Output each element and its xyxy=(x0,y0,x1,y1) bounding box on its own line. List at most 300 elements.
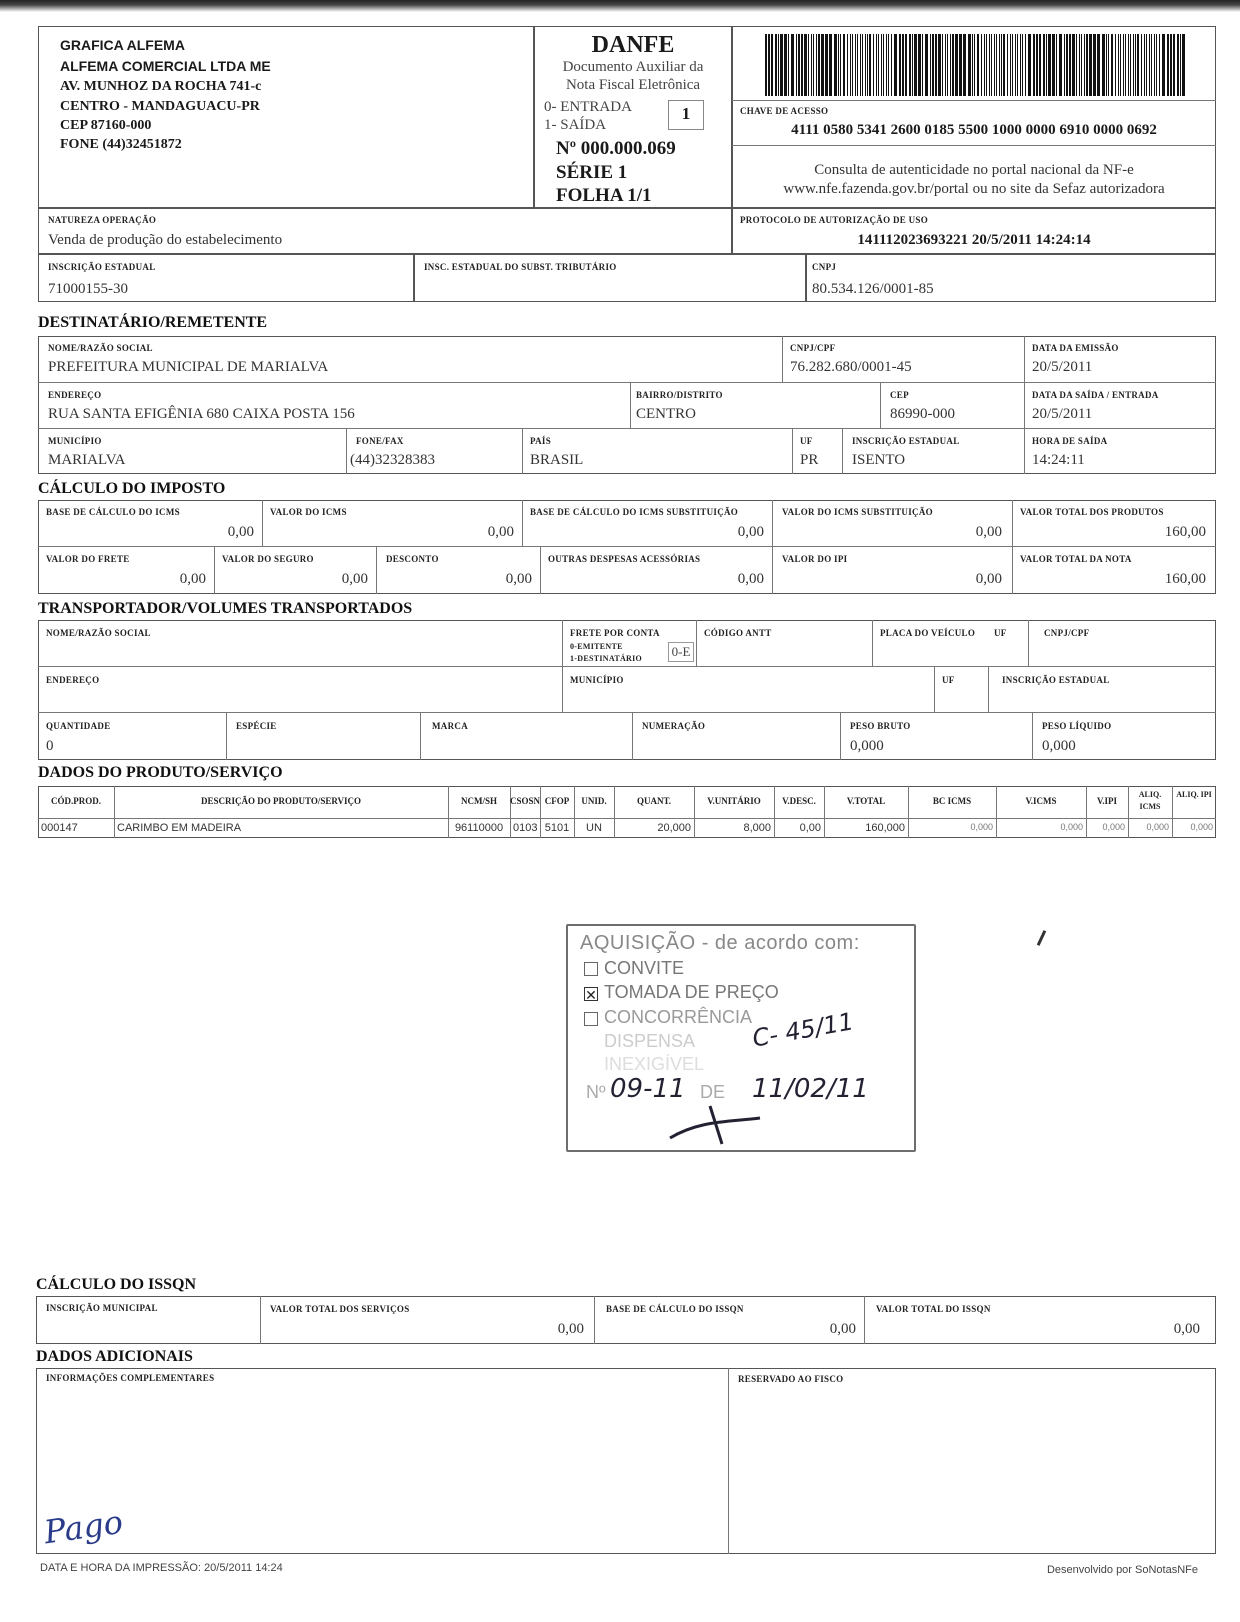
stamp-no-value: 09-11 xyxy=(610,1074,686,1104)
danfe-entrada: 0- ENTRADA xyxy=(544,99,632,115)
barcode-bar xyxy=(1043,34,1045,96)
barcode-bar xyxy=(1086,34,1088,96)
dest-col-line xyxy=(630,382,631,428)
barcode-bar xyxy=(765,34,767,96)
barcode-bar xyxy=(843,34,845,96)
danfe-numero: Nº 000.000.069 xyxy=(556,138,676,159)
transp-col-line xyxy=(988,666,989,712)
barcode xyxy=(765,34,1185,96)
barcode-bar xyxy=(1170,34,1172,96)
barcode-bar xyxy=(984,34,985,96)
barcode-bar xyxy=(1046,34,1047,96)
barcode-bar xyxy=(1072,34,1075,96)
stamp-opt-concorrencia: CONCORRÊNCIA xyxy=(604,1007,753,1027)
v-prod: 160,00 xyxy=(1164,524,1206,540)
cnpj-value: 80.534.126/0001-85 xyxy=(812,281,934,297)
barcode-bar xyxy=(1069,34,1071,96)
transp-col-line xyxy=(1028,620,1029,666)
bc-st-label: BASE DE CÁLCULO DO ICMS SUBSTITUIÇÃO xyxy=(530,507,739,517)
seguro: 0,00 xyxy=(341,571,368,587)
transp-row-line xyxy=(38,712,1216,713)
produtos-cell: 0,00 xyxy=(799,822,821,834)
barcode-bar xyxy=(867,34,868,96)
barcode-bar xyxy=(1012,34,1013,96)
barcode-bar xyxy=(909,34,911,96)
barcode-bar xyxy=(1064,34,1065,96)
dest-cep: 86990-000 xyxy=(890,406,955,422)
barcode-bar xyxy=(996,34,997,96)
danfe-saida: 1- SAÍDA xyxy=(544,117,607,133)
produtos-section-title: DADOS DO PRODUTO/SERVIÇO xyxy=(38,764,283,781)
barcode-bar xyxy=(873,34,874,96)
barcode-bar xyxy=(1177,34,1179,96)
barcode-bar xyxy=(918,34,921,96)
handwritten-pago: Pago xyxy=(41,1502,126,1552)
barcode-bar xyxy=(1154,34,1155,96)
barcode-bar xyxy=(886,34,887,96)
barcode-bar xyxy=(912,34,913,96)
issqn-section-title: CÁLCULO DO ISSQN xyxy=(36,1276,197,1293)
produtos-cell: 5101 xyxy=(544,822,570,834)
transp-peso-b-label: PESO BRUTO xyxy=(850,721,911,731)
impressao-datetime: DATA E HORA DA IMPRESSÃO: 20/5/2011 14:24 xyxy=(40,1562,283,1574)
barcode-bar xyxy=(952,34,954,96)
developer-credit: Desenvolvido por SoNotasNFe xyxy=(1046,1564,1198,1576)
barcode-bar xyxy=(808,34,809,96)
issqn-total-label: VALOR TOTAL DO ISSQN xyxy=(876,1304,991,1314)
consulta-line1: Consulta de autenticidade no portal nacional da NF-e xyxy=(814,162,1134,178)
produtos-header-cell: ALIQ. ICMS xyxy=(1138,790,1162,811)
transp-col-line xyxy=(934,666,935,712)
dest-hora: 14:24:11 xyxy=(1032,452,1085,468)
v-prod-label: VALOR TOTAL DOS PRODUTOS xyxy=(1020,507,1164,517)
dest-fone: (44)32328383 xyxy=(350,452,435,468)
barcode-bar xyxy=(852,34,853,96)
barcode-bar xyxy=(1084,34,1085,96)
barcode-bar xyxy=(1093,34,1096,96)
transp-col-line xyxy=(226,712,227,760)
produtos-col-line xyxy=(774,786,775,838)
produtos-header-cell: V.TOTAL xyxy=(846,796,886,806)
barcode-bar xyxy=(1106,34,1107,96)
nota-label: VALOR TOTAL DA NOTA xyxy=(1020,554,1132,564)
dest-mun: MARIALVA xyxy=(48,452,126,468)
barcode-bar xyxy=(972,34,973,96)
danfe-serie: SÉRIE 1 xyxy=(556,162,628,183)
transp-uf-label: UF xyxy=(994,628,1007,638)
barcode-bar xyxy=(1052,34,1055,96)
transp-col-line xyxy=(840,712,841,760)
issqn-bc-label: BASE DE CÁLCULO DO ISSQN xyxy=(606,1304,744,1314)
stamp-opt-tomada: TOMADA DE PREÇO xyxy=(604,982,779,1002)
transp-especie-label: ESPÉCIE xyxy=(236,721,277,731)
produtos-header-cell: NCM/SH xyxy=(461,796,497,806)
barcode-bar xyxy=(818,34,820,96)
bc-icms: 0,00 xyxy=(227,524,254,540)
barcode-bar xyxy=(968,34,971,96)
barcode-bar xyxy=(768,34,770,96)
barcode-bar xyxy=(1141,34,1142,96)
dest-col-line xyxy=(346,428,347,474)
v-st: 0,00 xyxy=(975,524,1002,540)
produtos-cell: 000147 xyxy=(41,822,78,834)
barcode-bar xyxy=(947,34,948,96)
barcode-bar xyxy=(1007,34,1008,96)
barcode-bar xyxy=(1111,34,1113,96)
issqn-serv: 0,00 xyxy=(557,1321,584,1337)
dest-fone-label: FONE/FAX xyxy=(356,436,404,446)
barcode-bar xyxy=(914,34,917,96)
issqn-serv-label: VALOR TOTAL DOS SERVIÇOS xyxy=(270,1304,410,1314)
barcode-bar xyxy=(834,34,837,96)
produtos-header-line xyxy=(38,818,1216,819)
info-label: INFORMAÇÕES COMPLEMENTARES xyxy=(46,1373,215,1383)
barcode-bar xyxy=(847,34,848,96)
dest-uf: PR xyxy=(800,452,819,468)
barcode-bar xyxy=(1123,34,1124,96)
dest-row-line-2 xyxy=(38,428,1216,429)
barcode-bar xyxy=(860,34,861,96)
barcode-bar xyxy=(1022,34,1023,96)
issqn-bc: 0,00 xyxy=(829,1321,856,1337)
produtos-header-cell: CSOSN xyxy=(510,796,541,806)
produtos-header-cell: V.IPI xyxy=(1096,796,1118,806)
barcode-bar xyxy=(821,34,824,96)
dest-ie-label: INSCRIÇÃO ESTADUAL xyxy=(852,436,960,446)
frete-label: VALOR DO FRETE xyxy=(46,554,130,564)
stamp-de-label: DE xyxy=(700,1082,726,1102)
barcode-bar xyxy=(1167,34,1169,96)
produtos-col-line xyxy=(448,786,449,838)
produtos-cell: 0,000 xyxy=(1190,822,1213,832)
barcode-bar xyxy=(950,34,951,96)
barcode-bar xyxy=(1003,34,1005,96)
dest-col-line xyxy=(782,336,783,382)
dest-pais: BRASIL xyxy=(530,452,584,468)
chave-divider-1 xyxy=(732,100,1216,101)
barcode-bar xyxy=(1076,34,1077,96)
produtos-cell: 0103 xyxy=(513,822,538,834)
barcode-bar xyxy=(838,34,839,96)
frete: 0,00 xyxy=(179,571,206,587)
barcode-bar xyxy=(850,34,851,96)
natureza-label: NATUREZA OPERAÇÃO xyxy=(48,215,157,225)
barcode-bar xyxy=(855,34,856,96)
transp-frete-opt1: 1-DESTINATÁRIO xyxy=(570,654,643,663)
barcode-bar xyxy=(1056,34,1057,96)
dest-nome-label: NOME/RAZÃO SOCIAL xyxy=(48,343,153,353)
outras: 0,00 xyxy=(737,571,764,587)
transp-frete-opt0: 0-EMITENTE xyxy=(570,642,623,651)
protocolo-value: 141112023693221 20/5/2011 14:24:14 xyxy=(857,232,1091,248)
barcode-bar xyxy=(959,34,962,96)
barcode-bar xyxy=(784,34,787,96)
transp-frete-label: FRETE POR CONTA xyxy=(570,628,660,638)
cnpj-label: CNPJ xyxy=(812,262,837,272)
barcode-bar xyxy=(1033,34,1035,96)
barcode-bar xyxy=(1010,34,1011,96)
barcode-bar xyxy=(1120,34,1121,96)
transp-row-line xyxy=(38,666,1216,667)
produtos-cell: 0,000 xyxy=(1060,822,1083,832)
transp-col-line xyxy=(420,712,421,760)
barcode-bar xyxy=(1066,34,1068,96)
produtos-header-cell: DESCRIÇÃO DO PRODUTO/SERVIÇO xyxy=(200,796,362,806)
stamp-opt-convite: CONVITE xyxy=(604,958,685,978)
barcode-bar xyxy=(894,34,897,96)
emitente-cep: CEP 87160-000 xyxy=(60,118,152,133)
dest-col-line xyxy=(1024,336,1025,474)
barcode-bar xyxy=(1025,34,1026,96)
dest-ie: ISENTO xyxy=(852,452,906,468)
danfe-sub2: Nota Fiscal Eletrônica xyxy=(565,77,701,93)
barcode-bar xyxy=(905,34,907,96)
bc-icms-label: BASE DE CÁLCULO DO ICMS xyxy=(46,507,180,517)
barcode-bar xyxy=(1015,34,1016,96)
barcode-bar xyxy=(1151,34,1152,96)
v-st-label: VALOR DO ICMS SUBSTITUIÇÃO xyxy=(782,507,933,517)
barcode-bar xyxy=(935,34,937,96)
barcode-bar xyxy=(1137,34,1139,96)
barcode-bar xyxy=(801,34,803,96)
produtos-col-line xyxy=(694,786,695,838)
barcode-bar xyxy=(1048,34,1051,96)
transp-qtd: 0 xyxy=(46,738,54,754)
barcode-bar xyxy=(1159,34,1160,96)
fisco-label: RESERVADO AO FISCO xyxy=(738,1374,844,1384)
produtos-cell: 160,000 xyxy=(865,822,905,834)
barcode-bar xyxy=(1039,34,1041,96)
transp-cnpj-label: CNPJ/CPF xyxy=(1044,628,1090,638)
emitente-razao: ALFEMA COMERCIAL LTDA ME xyxy=(60,58,271,74)
stamp-handwritten-ref: C- 45/11 xyxy=(750,1007,856,1053)
barcode-bar xyxy=(1135,34,1136,96)
dest-nome: PREFEITURA MUNICIPAL DE MARIALVA xyxy=(48,359,329,375)
barcode-bar xyxy=(876,34,877,96)
dest-pais-label: PAÍS xyxy=(530,436,552,446)
barcode-bar xyxy=(1028,34,1031,96)
barcode-bar xyxy=(862,34,863,96)
barcode-bar xyxy=(945,34,946,96)
produtos-cell: 96110000 xyxy=(454,822,504,834)
pen-mark xyxy=(1037,930,1046,946)
barcode-bar xyxy=(994,34,995,96)
produtos-col-line xyxy=(1086,786,1087,838)
stamp-checkbox-convite xyxy=(584,962,598,976)
dest-bairro: CENTRO xyxy=(636,406,696,422)
barcode-bar xyxy=(865,34,866,96)
produtos-col-line xyxy=(540,786,541,838)
ipi: 0,00 xyxy=(975,571,1002,587)
produtos-cell: 8,000 xyxy=(743,822,771,834)
barcode-bar xyxy=(878,34,879,96)
ipi-label: VALOR DO IPI xyxy=(782,554,848,564)
barcode-bar xyxy=(986,34,987,96)
barcode-bar xyxy=(1144,34,1145,96)
produtos-cell: 0,000 xyxy=(1146,822,1169,832)
v-icms: 0,00 xyxy=(487,524,514,540)
transp-placa-label: PLACA DO VEÍCULO xyxy=(880,628,976,638)
barcode-bar xyxy=(791,34,794,96)
adicionais-box xyxy=(36,1368,1216,1554)
dest-emissao: 20/5/2011 xyxy=(1032,359,1093,375)
barcode-bar xyxy=(1125,34,1126,96)
produtos-col-line xyxy=(574,786,575,838)
scan-edge xyxy=(0,0,1240,12)
transp-numeracao-label: NUMERAÇÃO xyxy=(642,721,706,731)
barcode-bar xyxy=(1173,34,1175,96)
produtos-col-line xyxy=(996,786,997,838)
barcode-bar xyxy=(989,34,990,96)
emitente-fone: FONE (44)32451872 xyxy=(60,137,182,152)
transp-peso-l: 0,000 xyxy=(1042,738,1076,754)
barcode-bar xyxy=(883,34,884,96)
barcode-bar xyxy=(857,34,858,96)
adicionais-section-title: DADOS ADICIONAIS xyxy=(36,1348,193,1365)
transp-nome-label: NOME/RAZÃO SOCIAL xyxy=(46,628,151,638)
dest-col-line xyxy=(792,428,793,474)
dest-cep-label: CEP xyxy=(890,390,909,400)
produtos-header-cell: CÓD.PROD. xyxy=(51,796,101,806)
transp-ie-label: INSCRIÇÃO ESTADUAL xyxy=(1002,675,1110,685)
desc-label: DESCONTO xyxy=(386,554,439,564)
transp-col-line xyxy=(632,712,633,760)
seguro-label: VALOR DO SEGURO xyxy=(222,554,314,564)
barcode-bar xyxy=(780,34,783,96)
barcode-bar xyxy=(811,34,812,96)
stamp-opt-dispensa: DISPENSA xyxy=(604,1031,696,1051)
protocolo-label: PROTOCOLO DE AUTORIZAÇÃO DE USO xyxy=(740,215,928,225)
transp-col-line xyxy=(872,620,873,666)
v-icms-label: VALOR DO ICMS xyxy=(270,507,347,517)
barcode-bar xyxy=(1156,34,1157,96)
produtos-cell: 20,000 xyxy=(657,822,691,834)
transp-col-line xyxy=(562,620,563,712)
transp-qtd-label: QUANTIDADE xyxy=(46,721,111,731)
issqn-im-label: INSCRIÇÃO MUNICIPAL xyxy=(46,1303,158,1313)
barcode-bar xyxy=(1180,34,1181,96)
barcode-bar xyxy=(775,34,777,96)
danfe-title: DANFE xyxy=(591,32,675,58)
outras-label: OUTRAS DESPESAS ACESSÓRIAS xyxy=(548,554,701,564)
stamp-signature-mark xyxy=(660,1100,770,1150)
transp-section-title: TRANSPORTADOR/VOLUMES TRANSPORTADOS xyxy=(38,600,413,617)
chave-divider-2 xyxy=(732,145,1216,146)
dest-saida: 20/5/2011 xyxy=(1032,406,1093,422)
transp-box xyxy=(38,620,1216,760)
barcode-bar xyxy=(899,34,901,96)
dest-cnpj-label: CNPJ/CPF xyxy=(790,343,836,353)
transp-mun-label: MUNICÍPIO xyxy=(570,675,624,685)
dest-col-line xyxy=(522,428,523,474)
produtos-col-line xyxy=(510,786,511,838)
barcode-bar xyxy=(798,34,800,96)
barcode-bar xyxy=(1146,34,1147,96)
barcode-bar xyxy=(829,34,832,96)
barcode-bar xyxy=(1102,34,1105,96)
produtos-header-cell: V.UNITÁRIO xyxy=(707,796,761,806)
produtos-cell: CARIMBO EM MADEIRA xyxy=(117,822,242,834)
danfe-tipo: 1 xyxy=(681,104,691,123)
barcode-bar xyxy=(804,34,807,96)
bc-st: 0,00 xyxy=(737,524,764,540)
dest-end: RUA SANTA EFIGÊNIA 680 CAIXA POSTA 156 xyxy=(48,406,355,422)
produtos-cell: 0,000 xyxy=(970,822,993,832)
barcode-bar xyxy=(955,34,958,96)
dest-col-line xyxy=(842,428,843,474)
barcode-bar xyxy=(1079,34,1080,96)
barcode-bar xyxy=(1020,34,1021,96)
consulta-line2: www.nfe.fazenda.gov.br/portal ou no site da Sefaz autorizadora xyxy=(783,181,1165,197)
dest-uf-label: UF xyxy=(800,436,813,446)
barcode-bar xyxy=(1017,34,1018,96)
dest-hora-label: HORA DE SAÍDA xyxy=(1032,436,1108,446)
produtos-col-line xyxy=(824,786,825,838)
barcode-bar xyxy=(922,34,923,96)
dest-end-label: ENDEREÇO xyxy=(48,390,102,400)
barcode-bar xyxy=(977,34,979,96)
produtos-col-line xyxy=(614,786,615,838)
barcode-bar xyxy=(1081,34,1082,96)
barcode-bar xyxy=(932,34,934,96)
barcode-bar xyxy=(1059,34,1062,96)
ie-st-label: INSC. ESTADUAL DO SUBST. TRIBUTÁRIO xyxy=(424,262,617,272)
stamp-date: 11/02/11 xyxy=(752,1074,869,1104)
barcode-bar xyxy=(1001,34,1002,96)
produtos-header-cell: V.DESC. xyxy=(782,796,816,806)
ie-label: INSCRIÇÃO ESTADUAL xyxy=(48,262,156,272)
barcode-bar xyxy=(999,34,1000,96)
barcode-bar xyxy=(840,34,841,96)
issqn-total: 0,00 xyxy=(1173,1321,1200,1337)
nota: 160,00 xyxy=(1164,571,1206,587)
chave-value[interactable]: 4111 0580 5341 2600 0185 5500 1000 0000 6910 0000 0692 xyxy=(791,122,1157,138)
produtos-header-cell: V.ICMS xyxy=(1025,796,1057,806)
barcode-bar xyxy=(963,34,966,96)
desc: 0,00 xyxy=(505,571,532,587)
dest-row-line-1 xyxy=(38,382,1216,383)
barcode-bar xyxy=(991,34,992,96)
transp-marca-label: MARCA xyxy=(432,721,468,731)
produtos-header-cell: UNID. xyxy=(581,796,607,806)
stamp-checkbox-concorrencia xyxy=(584,1012,598,1026)
barcode-bar xyxy=(825,34,828,96)
dest-mun-label: MUNICÍPIO xyxy=(48,436,102,446)
produtos-header-cell: CFOP xyxy=(544,796,570,806)
barcode-bar xyxy=(788,34,789,96)
barcode-bar xyxy=(938,34,941,96)
barcode-bar xyxy=(1130,34,1131,96)
barcode-bar xyxy=(1128,34,1129,96)
barcode-bar xyxy=(942,34,943,96)
emitente-box xyxy=(38,26,534,208)
produtos-header-cell: QUANT. xyxy=(636,796,672,806)
barcode-bar xyxy=(1133,34,1134,96)
dest-section-title: DESTINATÁRIO/REMETENTE xyxy=(38,314,268,331)
stamp-opt-inexigivel: INEXIGÍVEL xyxy=(604,1054,705,1074)
transp-col-line xyxy=(696,620,697,666)
barcode-bar xyxy=(1162,34,1165,96)
ie-value: 71000155-30 xyxy=(48,281,128,297)
barcode-bar xyxy=(816,34,817,96)
barcode-bar xyxy=(771,34,773,96)
barcode-bar xyxy=(925,34,928,96)
produtos-col-line xyxy=(908,786,909,838)
barcode-bar xyxy=(902,34,904,96)
stamp-checkbox-tomada: ✕ xyxy=(585,987,597,1003)
stamp-no-label: Nº xyxy=(586,1082,606,1102)
barcode-bar xyxy=(1115,34,1116,96)
